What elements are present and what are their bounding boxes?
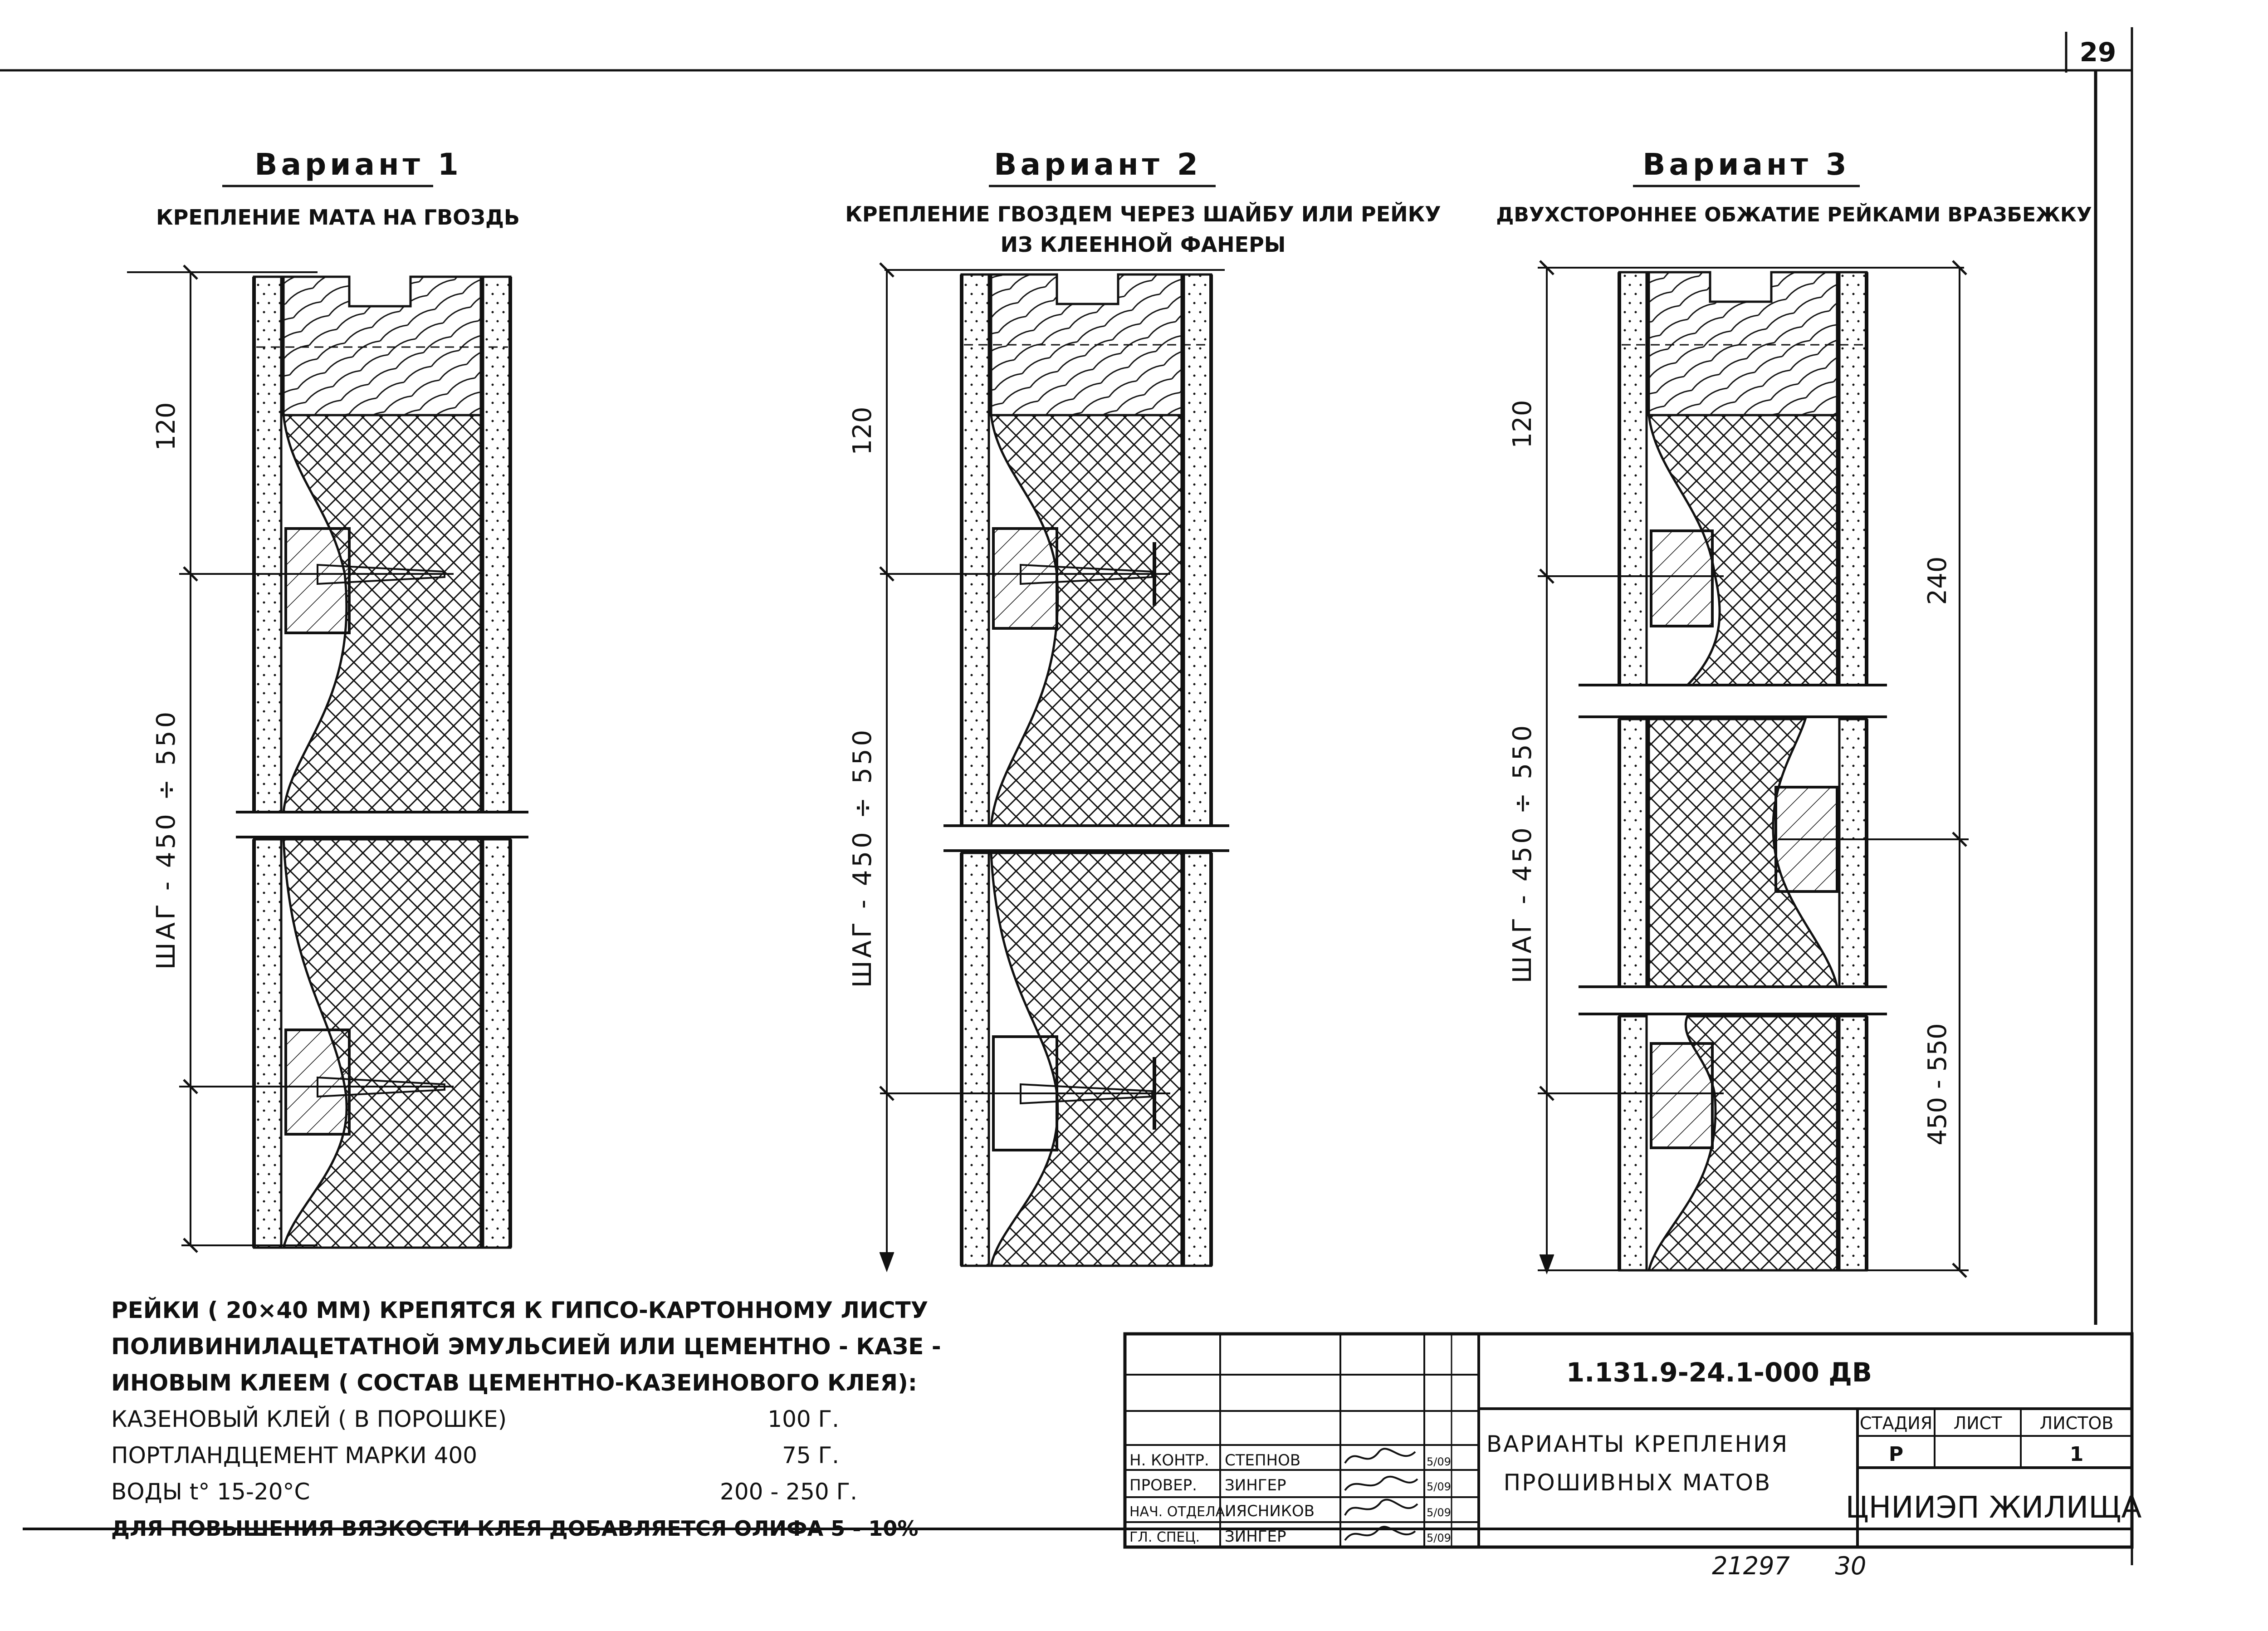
stage-header: СТАДИЯ [1859,1413,1933,1433]
title-block [1125,1334,2142,1547]
variant-1-wall-section [236,277,528,1248]
notes-line-1: РЕЙКИ ( 20×40 ММ) КРЕПЯТСЯ К ГИПСО-КАРТОННОМУ ЛИСТУ [111,1297,929,1323]
variant-1-title: Вариант 1 [254,147,462,182]
variant-3-subtitle: ДВУХСТОРОННЕЕ ОБЖАТИЕ РЕЙКАМИ ВРАЗБЕЖКУ [1496,203,2092,226]
signature-date-1: 5/09 [1427,1455,1451,1468]
organization: ЦНИИЭП ЖИЛИЩА [1845,1490,2142,1525]
notes-line-2: ПОЛИВИНИЛАЦЕТАТНОЙ ЭМУЛЬСИЕЙ ИЛИ ЦЕМЕНТНО - КАЗЕ - [111,1333,941,1360]
signature-role-1: Н. КОНТР. [1129,1451,1209,1469]
stage-value: Р [1888,1443,1904,1466]
recipe-item-3-name: ВОДЫ t° 15-20°C [111,1479,310,1505]
page-number: 30 [1835,1552,1867,1580]
variant-1-subtitle: КРЕПЛЕНИЕ МАТА НА ГВОЗДЬ [156,205,520,230]
variant-1 [127,147,528,1252]
variant-3-title: Вариант 3 [1642,147,1850,182]
drawing-title-line-1: ВАРИАНТЫ КРЕПЛЕНИЯ [1486,1431,1789,1457]
variant-3-wall-section [1579,272,1887,1270]
recipe-item-1-name: КАЗЕНОВЫЙ КЛЕЙ ( В ПОРОШКЕ) [111,1406,507,1432]
signature-scribbles [1345,1449,1418,1540]
variant-1-dim-main: ШАГ - 450 ÷ 550 [152,709,181,970]
variant-2-subtitle-line-1: КРЕПЛЕНИЕ ГВОЗДЕМ ЧЕРЕЗ ШАЙБУ ИЛИ РЕЙКУ [845,202,1441,226]
signature-name-2: ЗИНГЕР [1225,1476,1286,1494]
variant-3-dim-right-bottom: 450 - 550 [1923,1023,1952,1146]
sheet-header: ЛИСТ [1953,1413,2002,1433]
signature-date-4: 5/09 [1427,1532,1451,1544]
signature-date-3: 5/09 [1427,1506,1451,1519]
recipe-item-3-amount: 200 - 250 Г. [720,1479,857,1505]
signature-name-4: ЗИНГЕР [1225,1528,1286,1546]
notes-line-3: ИНОВЫМ КЛЕЕМ ( СОСТАВ ЦЕМЕНТНО-КАЗЕИНОВОГО КЛЕЯ): [111,1370,917,1396]
sheet-number: 29 [2079,37,2116,68]
variant-2-title: Вариант 2 [994,147,1202,182]
variant-2-wall-section [943,274,1229,1266]
signature-date-2: 5/09 [1427,1480,1451,1493]
signature-name-1: СТЕПНОВ [1225,1451,1301,1469]
notes-final-line: ДЛЯ ПОВЫШЕНИЯ ВЯЗКОСТИ КЛЕЯ ДОБАВЛЯЕТСЯ ОЛИФА 5 - 10% [111,1516,919,1541]
signature-role-2: ПРОВЕР. [1129,1476,1197,1494]
variant-3-dim-right-top: 240 [1923,556,1952,605]
signature-role-3: НАЧ. ОТДЕЛА [1129,1504,1225,1520]
signature-role-4: ГЛ. СПЕЦ. [1129,1529,1200,1545]
recipe-item-2-name: ПОРТЛАНДЦЕМЕНТ МАРКИ 400 [111,1442,478,1469]
variant-3-dim-main: ШАГ - 450 ÷ 550 [1508,722,1537,984]
signature-name-3: ИЯСНИКОВ [1225,1502,1315,1520]
variant-2 [845,147,1441,1270]
variant-3 [1496,147,2092,1277]
variant-3-dim-top: 120 [1508,400,1537,449]
drawing-title-line-2: ПРОШИВНЫХ МАТОВ [1503,1469,1772,1496]
notes [111,1297,941,1541]
doc-code: 1.131.9-24.1-000 ДВ [1566,1357,1872,1388]
variant-2-subtitle-line-2: ИЗ КЛЕЕННОЙ ФАНЕРЫ [1000,232,1286,257]
variant-2-dim-main: ШАГ - 450 ÷ 550 [848,727,877,988]
sheets-value: 1 [2069,1443,2084,1466]
recipe-item-2-amount: 75 Г. [782,1442,839,1469]
archive-number: 21297 [1712,1552,1790,1580]
variant-1-dim-top: 120 [152,402,181,451]
recipe-item-1-amount: 100 Г. [767,1406,839,1432]
variant-2-dim-top: 120 [848,407,877,456]
sheets-header: ЛИСТОВ [2039,1413,2114,1433]
